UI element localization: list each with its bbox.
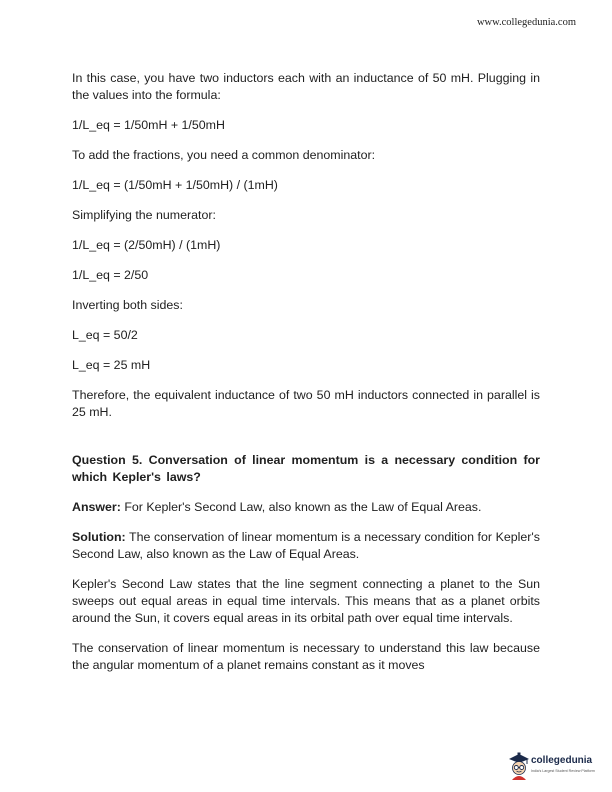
- answer-paragraph: [72, 499, 540, 516]
- solution-label: Solution:: [72, 530, 126, 544]
- collegedunia-logo[interactable]: [508, 752, 600, 784]
- mascot-icon: [508, 752, 530, 780]
- solution-paragraph: [72, 529, 540, 563]
- paragraph-common-denominator: To add the fractions, you need a common denominator:: [72, 148, 376, 162]
- paragraph-conservation: The conservation of linear momentum is necessary to understand this law because the angular momentum of a planet remains constant as it moves: [72, 641, 540, 672]
- paragraph-conclusion: Therefore, the equivalent inductance of two 50 mH inductors connected in parallel is 25 mH.: [72, 388, 540, 419]
- paragraph-intro: In this case, you have two inductors each with an inductance of 50 mH. Plugging in the values into the formula:: [72, 71, 540, 102]
- equation-6: L_eq = 25 mH: [72, 358, 151, 372]
- equation-4: 1/L_eq = 2/50: [72, 268, 149, 282]
- equation-1: 1/L_eq = 1/50mH + 1/50mH: [72, 118, 225, 132]
- equation-3: 1/L_eq = (2/50mH) / (1mH): [72, 238, 221, 252]
- answer-text: For Kepler's Second Law, also known as the Law of Equal Areas.: [120, 500, 482, 514]
- paragraph-simplify: Simplifying the numerator:: [72, 208, 216, 222]
- equation-2: 1/L_eq = (1/50mH + 1/50mH) / (1mH): [72, 178, 278, 192]
- paragraph-invert: Inverting both sides:: [72, 298, 183, 312]
- answer-label: Answer:: [72, 500, 121, 514]
- page-content: [72, 70, 540, 687]
- solution-text: The conservation of linear momentum is a necessary condition for Kepler's Second Law, also known as the Law of Equal Areas.: [72, 530, 540, 561]
- equation-5: L_eq = 50/2: [72, 328, 138, 342]
- question-5-heading: Question 5. Conversation of linear momentum is a necessary condition for which Kepler's laws?: [72, 453, 540, 484]
- paragraph-kepler-second-law: Kepler's Second Law states that the line segment connecting a planet to the Sun sweeps out equal areas in equal time intervals. This means that as a planet orbits around the Sun, it covers equal areas in its orbital path over equal time intervals.: [72, 577, 540, 625]
- site-url[interactable]: www.collegedunia.com: [476, 17, 576, 28]
- logo-tagline: India's Largest Student Review Platform: [531, 769, 595, 773]
- logo-wordmark: collegedunia: [531, 755, 593, 766]
